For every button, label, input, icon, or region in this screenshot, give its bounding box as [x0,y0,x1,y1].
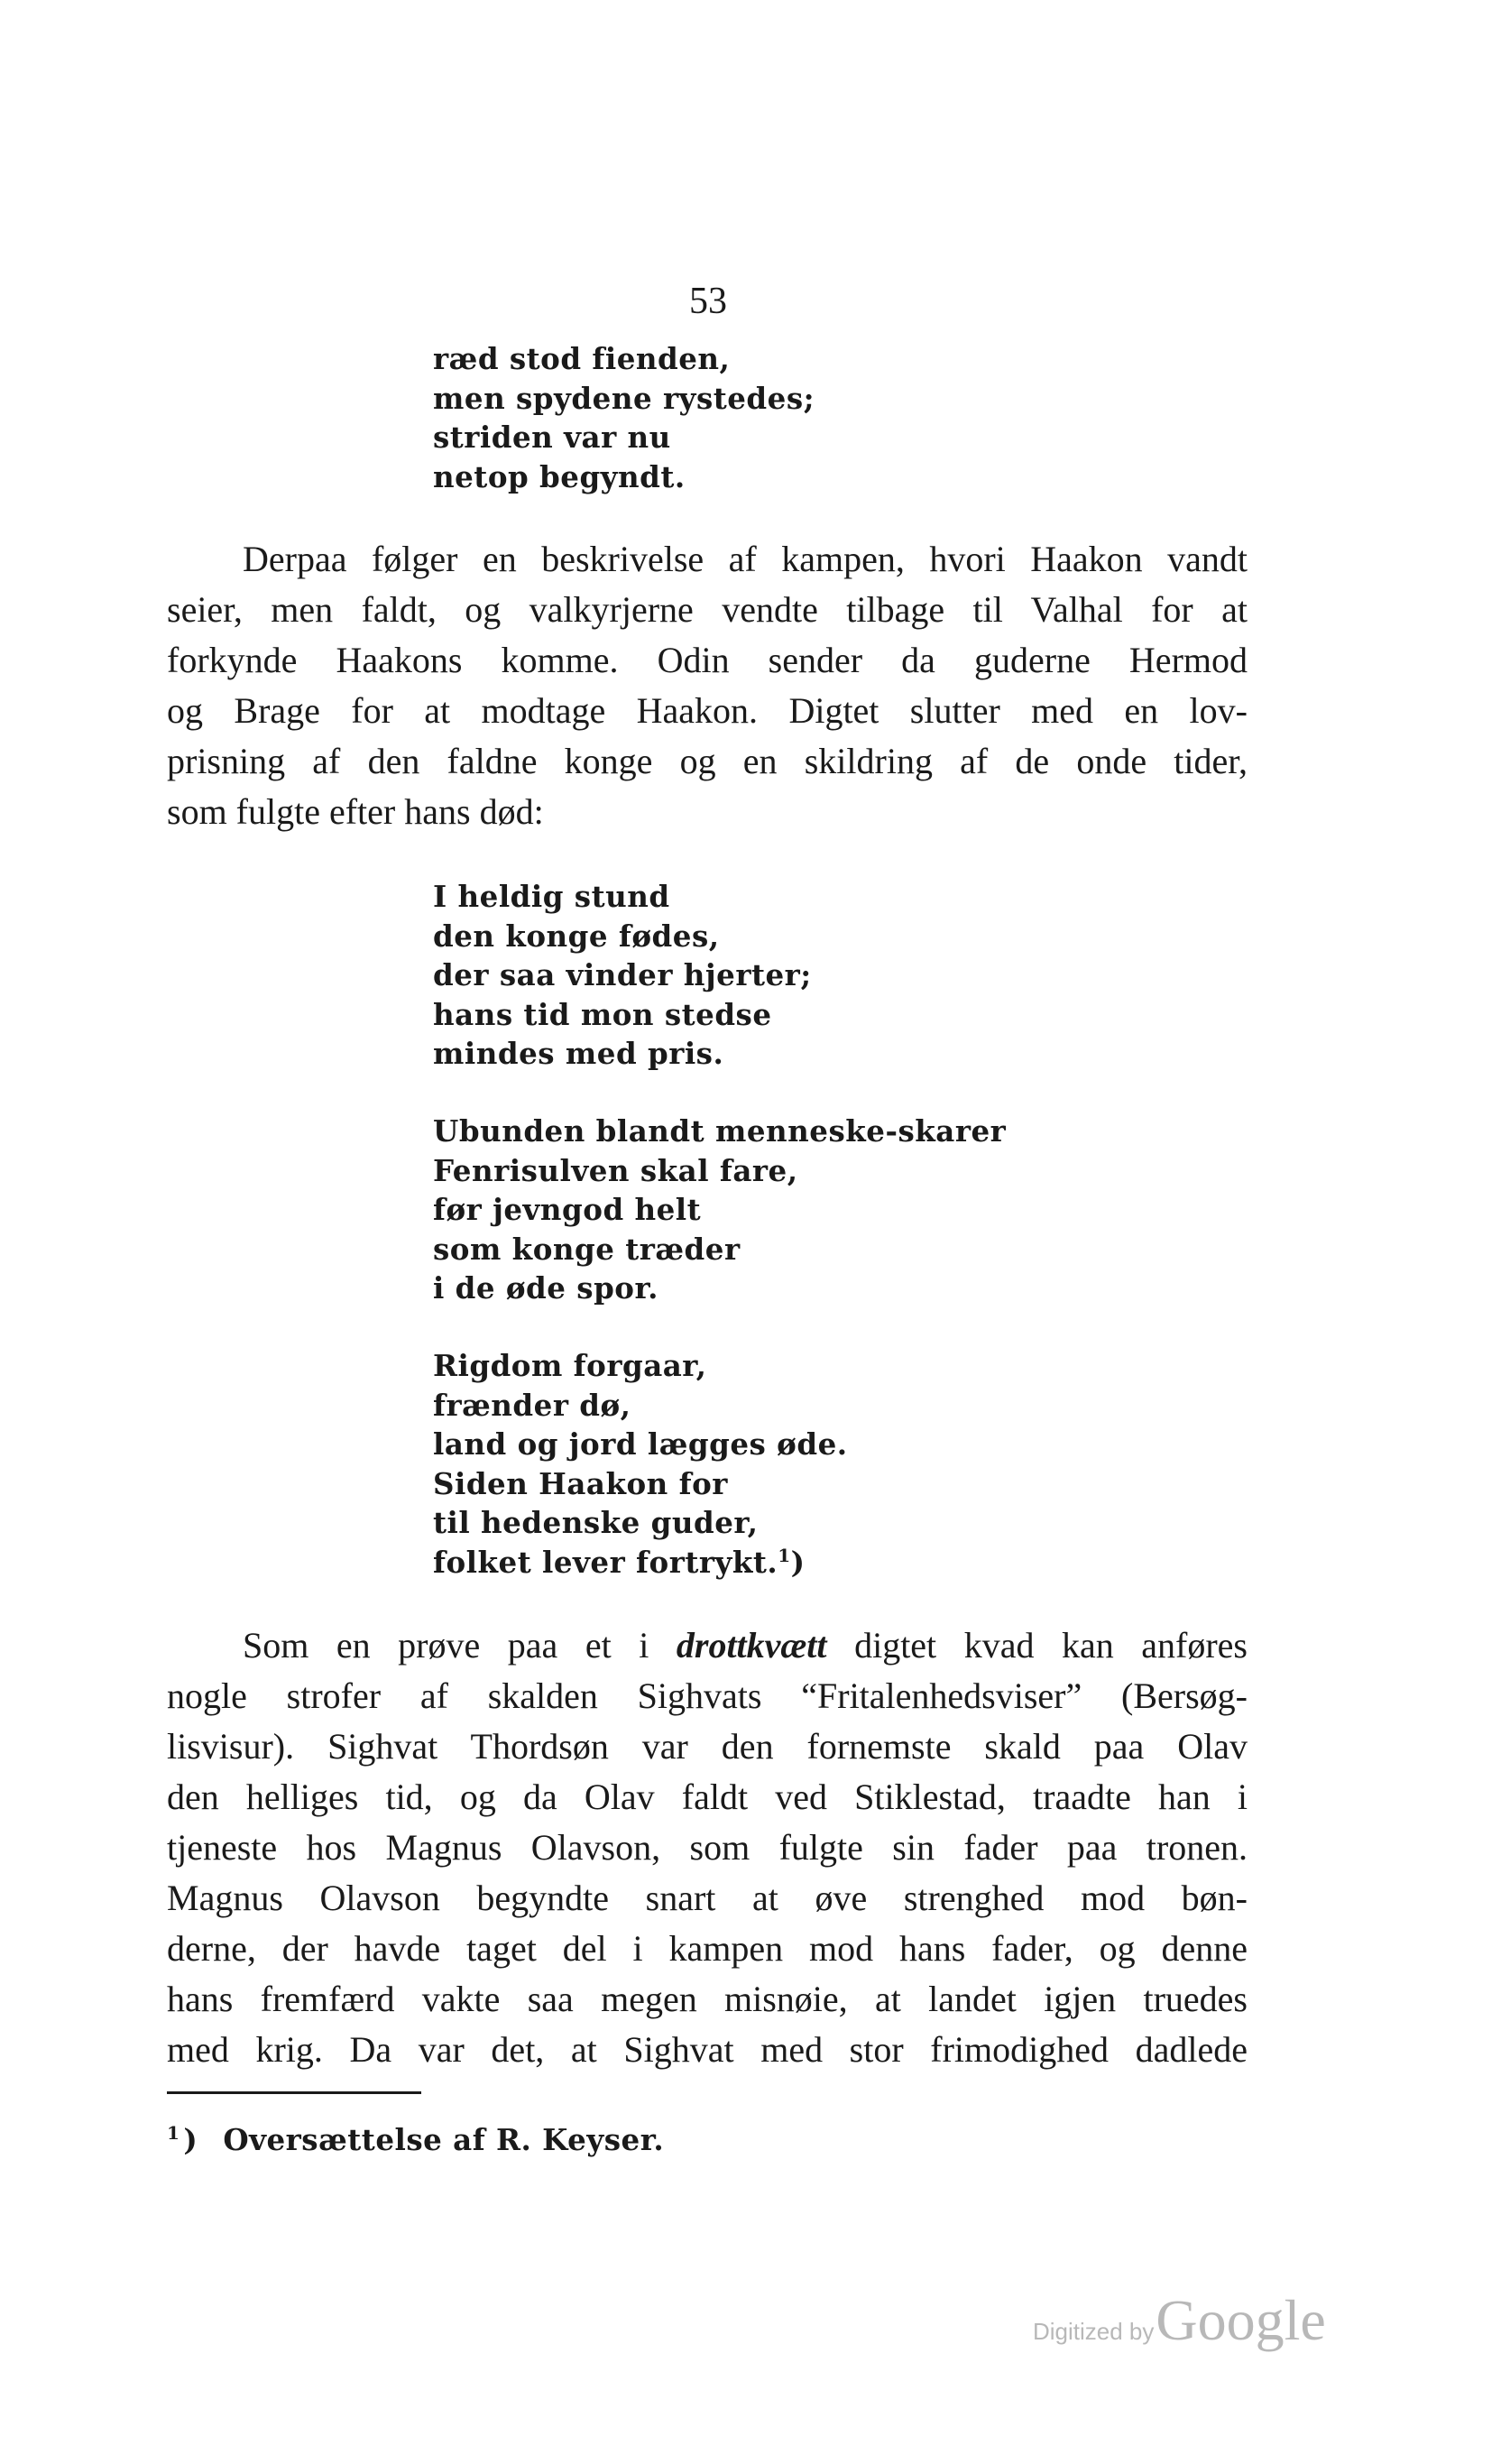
paragraph-text: digtet kvad kan anføres [854,1625,1248,1666]
verse-line: hans tid mon stedse [433,996,772,1032]
verse-line: før jevngod helt [433,1192,702,1227]
digitized-watermark [1033,2287,1326,2354]
paragraph-line-first [167,1620,1248,1671]
footnote-paren: ) [183,2122,198,2157]
page-number: 53 [689,281,727,322]
paragraph-line: hans fremfærd vakte saa megen misnøie, at landet igjen truedes [167,1979,1248,2019]
verse-line: der saa vinder hjerter; [433,957,812,992]
verse-line: Fenrisulven skal fare, [433,1152,798,1188]
verse-line: I heldig stund [433,879,670,914]
paragraph-sighvat [167,1620,1248,2075]
verse-line: frænder dø, [433,1387,631,1423]
verse-line: striden var nu [433,420,671,455]
verse-line-last [433,1543,848,1583]
verse-line: som konge træder [433,1231,741,1267]
paragraph-line: med krig. Da var det, at Sighvat med stor frimodighed dadlede [167,2029,1248,2070]
paragraph-line: Derpaa følger en beskrivelse af kampen, hvori Haakon vandt [243,539,1248,579]
verse-line: ræd stod fienden, [433,341,731,376]
verse-fragment-top [433,339,815,496]
paragraph-line: tjeneste hos Magnus Olavson, som fulgte sin fader paa tronen. [167,1827,1248,1868]
verse-line: Rigdom forgaar, [433,1348,707,1383]
paragraph-line: og Brage for at modtage Haakon. Digtet slutter med en lov- [167,690,1248,731]
paragraph-line: seier, men faldt, og valkyrjerne vendte tilbage til Valhal for at [167,589,1248,630]
verse-line: Ubunden blandt menneske-skarer [433,1113,1007,1149]
paragraph-line: den helliges tid, og da Olav faldt ved Stiklestad, traadte han i [167,1776,1248,1817]
paragraph-line: som fulgte efter hans død: [167,791,544,832]
paragraph-line: derne, der havde taget del i kampen mod hans fader, og denne [167,1928,1248,1969]
term-drottkvaett: drottkvætt [676,1625,827,1666]
paragraph-line: nogle strofer af skalden Sighvats “Fritalenhedsviser” (Bersøg- [167,1675,1248,1716]
footnote-text: Oversættelse af R. Keyser. [223,2122,665,2157]
verse-line: land og jord lægges øde. [433,1426,848,1462]
google-logo: Google [1156,2288,1326,2352]
footnote-reference-paren: ) [790,1544,806,1580]
watermark-prefix: Digitized by [1033,2318,1155,2345]
verse-line: Siden Haakon for [433,1465,728,1501]
paragraph-line: Magnus Olavson begyndte snart at øve strenghed mod bøn- [167,1878,1248,1918]
paragraph-line: lisvisur). Sighvat Thordsøn var den fornemste skald paa Olav [167,1726,1248,1767]
footnote-mark: 1 [167,2122,180,2145]
verse-line: den konge fødes, [433,918,720,954]
verse-stanza-2 [433,1112,1006,1308]
verse-stanza-1 [433,877,812,1074]
verse-line: mindes med pris. [433,1036,724,1071]
verse-line: netop begyndt. [433,458,686,494]
paragraph-line: prisning af den faldne konge og en skildring af de onde tider, [167,741,1248,781]
paragraph-kampen [167,534,1248,837]
paragraph-line: forkynde Haakons komme. Odin sender da guderne Hermod [167,640,1248,680]
verse-line-text: folket lever fortrykt. [433,1544,778,1580]
footnote-reference[interactable]: 1 [778,1544,791,1566]
verse-line: men spydene rystedes; [433,380,815,416]
verse-line: i de øde spor. [433,1270,658,1306]
verse-line: til hedenske guder, [433,1505,759,1540]
footnote [167,2122,664,2157]
footnote-divider [167,2091,421,2094]
paragraph-text: Som en prøve paa et i [243,1625,649,1666]
verse-stanza-3 [433,1346,848,1582]
